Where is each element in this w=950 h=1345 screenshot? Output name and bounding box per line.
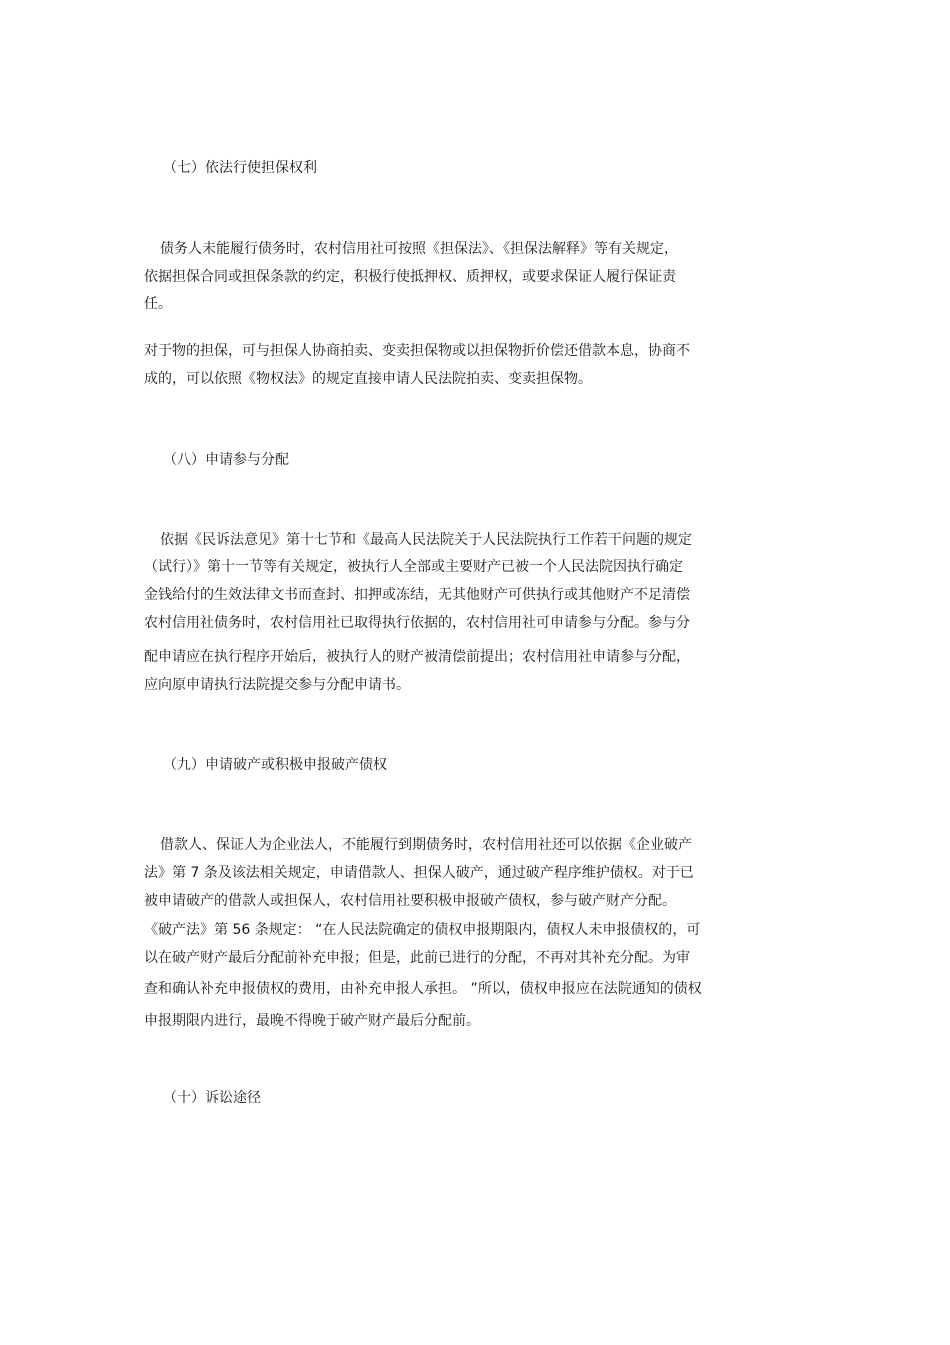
paragraph-line: 以在破产财产最后分配前补充申报；但是，此前已进行的分配，不再对其补充分配。为审 bbox=[144, 950, 690, 966]
paragraph-line: 依据担保合同或担保条款的约定，积极行使抵押权、质押权，或要求保证人履行保证责 bbox=[144, 269, 676, 285]
section-heading-10: （十）诉讼途径 bbox=[163, 1090, 261, 1106]
section-heading-7: （七）依法行使担保权利 bbox=[163, 160, 317, 176]
paragraph-line: 《破产法》第 56 条规定： “在人民法院确定的债权申报期限内，债权人未申报债权的，可 bbox=[144, 922, 701, 938]
paragraph-line: 金钱给付的生效法律文书而查封、扣押或冻结，无其他财产可供执行或其他财产不足清偿 bbox=[144, 587, 690, 603]
paragraph-line: 农村信用社债务时，农村信用社已取得执行依据的，农村信用社可申请参与分配。参与分 bbox=[144, 615, 690, 631]
section-heading-8: （八）申请参与分配 bbox=[163, 452, 289, 468]
paragraph-line: 法》第 7 条及该法相关规定，申请借款人、担保人破产，通过破产程序维护债权。对于已 bbox=[144, 865, 694, 881]
paragraph-line: 成的，可以依照《物权法》的规定直接申请人民法院拍卖、变卖担保物。 bbox=[144, 371, 592, 387]
paragraph-line: 借款人、保证人为企业法人，不能履行到期债务时，农村信用社还可以依据《企业破产 bbox=[160, 837, 692, 853]
paragraph-line: 被申请破产的借款人或担保人，农村信用社要积极申报破产债权，参与破产财产分配。 bbox=[144, 893, 676, 909]
paragraph-line: 申报期限内进行，最晚不得晚于破产财产最后分配前。 bbox=[144, 1013, 480, 1029]
paragraph-line: 对于物的担保，可与担保人协商拍卖、变卖担保物或以担保物折价偿还借款本息，协商不 bbox=[144, 343, 690, 359]
section-heading-9: （九）申请破产或积极申报破产债权 bbox=[163, 757, 387, 773]
paragraph-line: 依据《民诉法意见》第十七节和《最高人民法院关于人民法院执行工作若干问题的规定 bbox=[160, 532, 692, 548]
paragraph-line: 任。 bbox=[144, 296, 172, 312]
paragraph-line: 配申请应在执行程序开始后，被执行人的财产被清偿前提出；农村信用社申请参与分配， bbox=[144, 649, 690, 665]
paragraph-line: 应向原申请执行法院提交参与分配申请书。 bbox=[144, 677, 410, 693]
paragraph-line: 债务人未能履行债务时，农村信用社可按照《担保法》、《担保法解释》等有关规定， bbox=[160, 241, 678, 257]
paragraph-line: 查和确认补充申报债权的费用，由补充申报人承担。 ”所以，债权申报应在法院通知的债权 bbox=[144, 981, 702, 997]
paragraph-line: （试行）》第十一节等有关规定，被执行人全部或主要财产已被一个人民法院因执行确定 bbox=[144, 559, 683, 575]
